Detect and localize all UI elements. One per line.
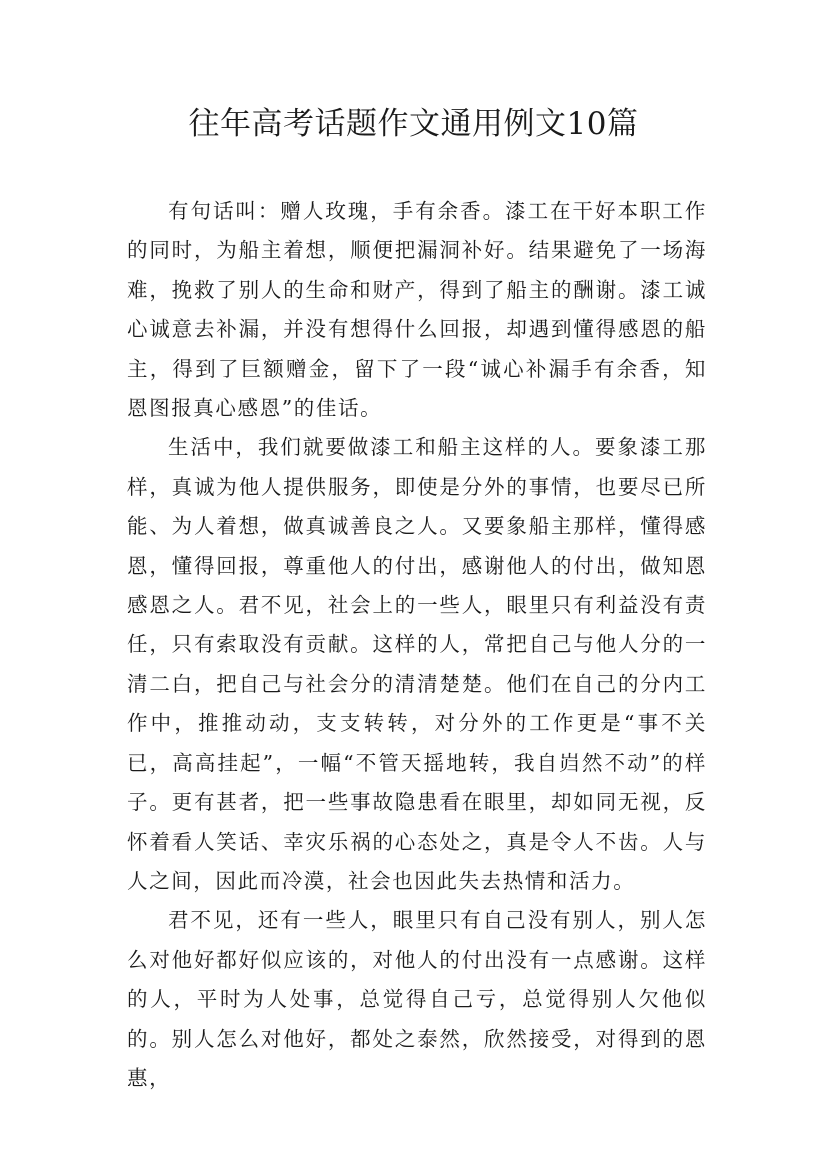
document-title: 往年高考话题作文通用例文10篇 — [188, 106, 639, 142]
document-body — [127, 192, 707, 1098]
paragraph-3: 君不见，还有一些人，眼里只有自己没有别人，别人怎么对他好都好似应该的，对他人的付出没有一点感谢。这样的人，平时为人处事，总觉得自己亏，总觉得别人欠他似的。别人怎么对他好，都处之泰然，欣然接受，对得到的恩惠， — [127, 908, 707, 1090]
paragraph-2: 生活中，我们就要做漆工和船主这样的人。要象漆工那样，真诚为他人提供服务，即使是分外的事情，也要尽已所能、为人着想，做真诚善良之人。又要象船主那样，懂得感恩，懂得回报，尊重他人的付出，感谢他人的付出，做知恩感恩之人。君不见，社会上的一些人，眼里只有利益没有责任，只有索取没有贡献。这样的人，常把自己与他人分的一清二白，把自己与社会分的清清楚楚。他们在自己的分内工作中，推推动动，支支转转，对分外的工作更是“事不关已，高高挂起”，一幅“不管天摇地转，我自岿然不动”的样子。更有甚者，把一些事故隐患看在眼里，却如同无视，反怀着看人笑话、幸灾乐祸的心态处之，真是令人不齿。人与人之间，因此而冷漠，社会也因此失去热情和活力。 — [127, 435, 707, 893]
paragraph-1: 有句话叫：赠人玫瑰，手有余香。漆工在干好本职工作的同时，为船主着想，顺便把漏洞补好。结果避免了一场海难，挽救了别人的生命和财产，得到了船主的酬谢。漆工诚心诚意去补漏，并没有想得什么回报，却遇到懂得感恩的船主，得到了巨额赠金，留下了一段“诚心补漏手有余香，知恩图报真心感恩”的佳话。 — [127, 199, 707, 421]
